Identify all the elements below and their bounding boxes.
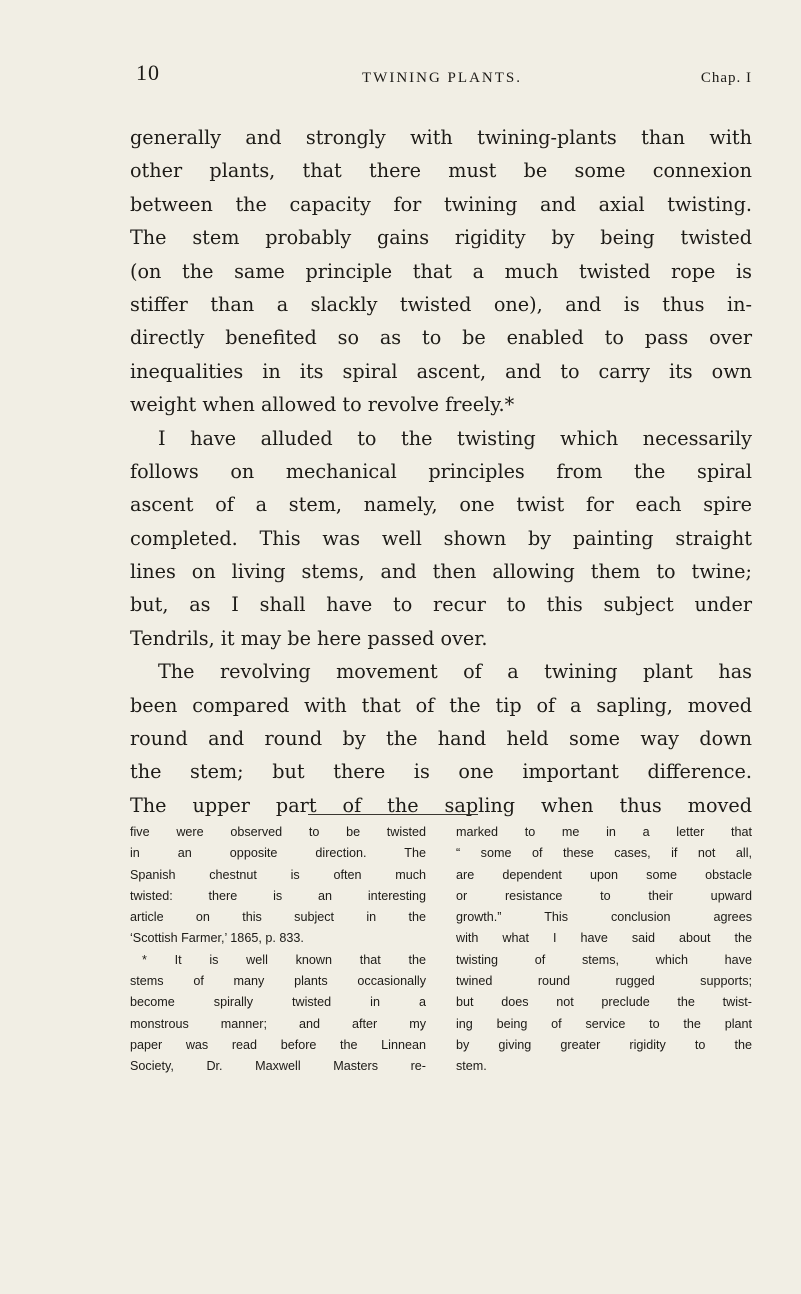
footnote-line: stems of many plants occasionally: [130, 974, 426, 989]
body-line: generally and strongly with twining-plants than with: [130, 126, 752, 149]
body-line: The revolving movement of a twining plant has: [158, 660, 752, 684]
body-line: weight when allowed to revolve freely.*: [130, 393, 515, 417]
body-line: between the capacity for twining and axial twisting.: [130, 192, 752, 216]
body-line: stiffer than a slackly twisted one), and is thus in-: [130, 292, 752, 316]
body-line: The stem probably gains rigidity by being twisted: [130, 226, 752, 250]
body-line: inequalities in its spiral ascent, and to carry its own: [130, 359, 752, 383]
footnote-line: Society, Dr. Maxwell Masters re-: [130, 1059, 426, 1074]
footnote-line: with what I have said about the: [456, 931, 752, 946]
body-line: round and round by the hand held some way down: [130, 727, 752, 751]
body-line: been compared with that of the tip of a sapling, moved: [130, 693, 752, 717]
body-line: I have alluded to the twisting which necessarily: [158, 426, 752, 450]
footnote-line: marked to me in a letter that: [456, 825, 752, 839]
footnote-line: * It is well known that the: [142, 952, 426, 967]
footnote-line: paper was read before the Linnean: [130, 1037, 426, 1052]
footnote-line: ‘Scottish Farmer,’ 1865, p. 833.: [130, 931, 304, 946]
footnote-line: “ some of these cases, if not all,: [456, 846, 752, 861]
footnote-line: growth.” This conclusion agrees: [456, 910, 752, 925]
body-line: but, as I shall have to recur to this subject under: [130, 593, 752, 617]
footnote-line: are dependent upon some obstacle: [456, 867, 752, 882]
footnote-line: twisted: there is an interesting: [130, 888, 426, 903]
running-head: [130, 60, 752, 96]
body-text: [130, 121, 752, 822]
footnote-line: by giving greater rigidity to the: [456, 1037, 752, 1052]
footnote-line: but does not preclude the twist-: [456, 995, 752, 1010]
body-line: The upper part of the sapling when thus moved: [130, 793, 752, 817]
body-line: the stem; but there is one important difference.: [130, 760, 752, 784]
footnote-line: stem.: [456, 1059, 487, 1074]
footnote-line: in an opposite direction. The: [130, 846, 426, 861]
footnote-line: article on this subject in the: [130, 910, 426, 925]
footnote-line: monstrous manner; and after my: [130, 1016, 426, 1031]
footnote-line: twisting of stems, which have: [456, 952, 752, 967]
footnote-line: become spirally twisted in a: [130, 995, 426, 1010]
footnote-line: ing being of service to the plant: [456, 1016, 752, 1031]
footnote-line: five were observed to be twisted: [130, 825, 426, 839]
running-title: TWINING PLANTS.: [362, 70, 522, 86]
body-line: (on the same principle that a much twisted rope is: [130, 259, 752, 283]
footnote-line: or resistance to their upward: [456, 888, 752, 903]
footnote-line: twined round rugged supports;: [456, 974, 752, 989]
body-line: other plants, that there must be some connexion: [130, 159, 752, 183]
footnote-column-left: [130, 822, 426, 1078]
body-line: lines on living stems, and then allowing them to twine;: [130, 560, 752, 584]
footnote-rule: [308, 814, 478, 815]
body-line: completed. This was well shown by painting straight: [130, 526, 752, 550]
footnote-column-right: [456, 822, 752, 1078]
body-line: Tendrils, it may be here passed over.: [130, 626, 488, 650]
page-number: 10: [136, 60, 160, 85]
chapter-label: Chap. I: [700, 70, 752, 86]
body-line: follows on mechanical principles from the spiral: [130, 459, 752, 483]
body-line: ascent of a stem, namely, one twist for each spire: [130, 493, 752, 517]
footnote-line: Spanish chestnut is often much: [130, 867, 426, 882]
body-line: directly benefited so as to be enabled to pass over: [130, 326, 752, 350]
